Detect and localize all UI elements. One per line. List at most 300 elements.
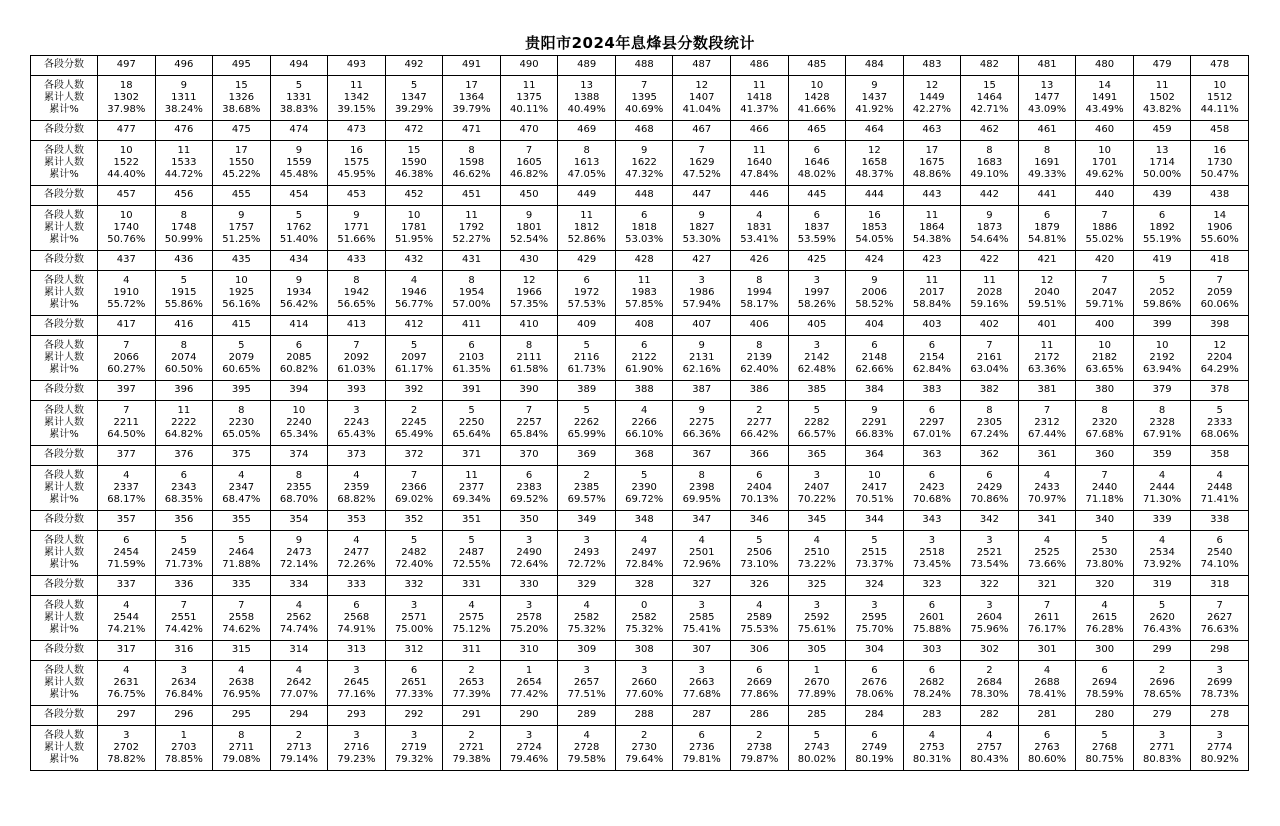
count-value: 2 <box>468 729 475 741</box>
cumulative-value: 2066 <box>113 351 139 363</box>
percent-value: 79.08% <box>222 754 261 766</box>
stats-cell <box>328 141 386 186</box>
percent-value: 65.64% <box>452 429 491 441</box>
score-row <box>31 576 1249 596</box>
stats-cell <box>155 401 213 446</box>
percent-value: 57.53% <box>567 299 606 311</box>
stats-cell <box>558 401 616 446</box>
stats-cell <box>1018 726 1076 771</box>
score-cell: 434 <box>270 251 328 271</box>
cumulative-value: 2615 <box>1091 611 1118 623</box>
stats-cell <box>673 76 731 121</box>
score-cell: 358 <box>1191 446 1249 466</box>
stats-cell <box>443 531 501 576</box>
cumulative-value: 2521 <box>976 546 1003 558</box>
count-value: 9 <box>986 209 993 221</box>
score-cell: 406 <box>731 316 789 336</box>
score-cell: 451 <box>443 186 501 206</box>
stats-cell <box>615 661 673 706</box>
stats-cell <box>673 726 731 771</box>
cumulative-value: 1437 <box>861 91 888 103</box>
count-value: 4 <box>123 599 130 611</box>
score-cell: 489 <box>558 56 616 76</box>
stats-cell <box>1076 141 1134 186</box>
score-cell: 466 <box>731 121 789 141</box>
stats-cell <box>673 661 731 706</box>
cumulative-value: 2688 <box>1034 676 1060 688</box>
count-value: 3 <box>698 599 705 611</box>
stats-cell <box>903 76 961 121</box>
score-cell: 351 <box>443 511 501 531</box>
stats-row <box>31 401 1249 446</box>
cumulative-value: 1740 <box>113 221 139 233</box>
score-cell: 278 <box>1191 706 1249 726</box>
cumulative-value: 2240 <box>286 416 312 428</box>
score-cell: 279 <box>1133 706 1191 726</box>
percent-label: 累计% <box>49 234 79 246</box>
count-value: 16 <box>868 209 881 221</box>
cumulative-value: 2103 <box>458 351 485 363</box>
cumulative-value: 1942 <box>343 286 370 298</box>
cumulative-value: 1533 <box>171 156 197 168</box>
count-value: 10 <box>1213 79 1227 91</box>
score-row <box>31 186 1249 206</box>
cumulative-value: 2642 <box>286 676 312 688</box>
score-cell: 453 <box>328 186 386 206</box>
count-value: 5 <box>1216 404 1223 416</box>
stats-cell <box>1133 401 1191 446</box>
stats-cell <box>1018 206 1076 251</box>
percent-label: 累计% <box>49 494 79 506</box>
count-value: 9 <box>871 404 878 416</box>
cumulative-value: 1906 <box>1206 221 1233 233</box>
cumulative-value: 1701 <box>1091 156 1118 168</box>
count-value: 11 <box>925 209 939 221</box>
cumulative-value: 2097 <box>401 351 427 363</box>
count-value: 6 <box>756 469 763 481</box>
count-value: 3 <box>123 729 130 741</box>
count-value: 3 <box>928 534 936 546</box>
stats-cell <box>961 531 1019 576</box>
cumulative-value: 1590 <box>401 156 427 168</box>
stats-cell <box>903 726 961 771</box>
count-value: 17 <box>465 79 478 91</box>
count-value: 2 <box>410 404 418 416</box>
count-value: 9 <box>641 144 648 156</box>
percent-value: 75.61% <box>797 624 836 636</box>
stats-cell <box>846 141 904 186</box>
count-value: 4 <box>928 729 936 741</box>
cumulative-value: 2459 <box>171 546 197 558</box>
percent-value: 75.00% <box>394 624 434 636</box>
score-cell: 386 <box>731 381 789 401</box>
score-cell: 468 <box>615 121 673 141</box>
stats-cell <box>98 76 156 121</box>
cumulative-value: 1629 <box>689 156 715 168</box>
score-cell: 457 <box>98 186 156 206</box>
percent-value: 53.59% <box>797 234 836 246</box>
count-value: 3 <box>410 599 418 611</box>
cumulative-value: 2753 <box>919 741 945 753</box>
percent-value: 59.86% <box>1143 299 1182 311</box>
count-value: 8 <box>756 274 763 286</box>
percent-value: 74.21% <box>107 624 146 636</box>
score-cell: 475 <box>213 121 271 141</box>
score-cell: 488 <box>615 56 673 76</box>
score-cell: 464 <box>846 121 904 141</box>
count-value: 4 <box>1043 534 1051 546</box>
score-cell: 418 <box>1191 251 1249 271</box>
percent-value: 43.82% <box>1143 104 1182 116</box>
cumulative-value: 2562 <box>286 611 312 623</box>
stats-cell <box>98 466 156 511</box>
percent-value: 41.04% <box>682 104 721 116</box>
stats-cell <box>846 76 904 121</box>
stats-cell <box>558 596 616 641</box>
percent-value: 68.35% <box>164 494 203 506</box>
percent-value: 46.62% <box>452 169 491 181</box>
cumulative-value: 2660 <box>631 676 657 688</box>
score-cell: 431 <box>443 251 501 271</box>
score-cell: 469 <box>558 121 616 141</box>
percent-value: 44.11% <box>1200 104 1239 116</box>
stats-cell <box>1076 271 1134 316</box>
stats-cell <box>1133 726 1191 771</box>
cumulative-value: 2682 <box>919 676 945 688</box>
cumulative-value: 1302 <box>113 91 139 103</box>
score-cell: 353 <box>328 511 386 531</box>
percent-value: 39.29% <box>394 104 434 116</box>
stats-cell <box>443 401 501 446</box>
cumulative-value: 2204 <box>1206 351 1233 363</box>
stats-cell <box>558 726 616 771</box>
stats-cell <box>961 726 1019 771</box>
percent-value: 78.41% <box>1027 689 1067 701</box>
cumulative-value: 2568 <box>343 611 370 623</box>
cumulative-value: 1407 <box>689 91 715 103</box>
stats-cell <box>443 661 501 706</box>
count-value: 2 <box>641 729 648 741</box>
score-cell: 300 <box>1076 641 1134 661</box>
cumulative-value: 2487 <box>458 546 485 558</box>
count-value: 6 <box>1158 209 1166 221</box>
percent-value: 79.87% <box>740 754 779 766</box>
count-value: 4 <box>410 274 418 286</box>
stats-cell <box>1133 336 1191 381</box>
count-value: 13 <box>1040 79 1054 91</box>
cumulative-value: 2122 <box>631 351 657 363</box>
cumulative-value: 2390 <box>631 481 657 493</box>
score-cell: 348 <box>615 511 673 531</box>
count-value: 1 <box>813 664 821 676</box>
cumulative-value: 2713 <box>286 741 312 753</box>
score-cell: 419 <box>1133 251 1191 271</box>
cumulative-value: 2385 <box>573 481 600 493</box>
count-value: 4 <box>295 599 303 611</box>
percent-value: 56.65% <box>337 299 376 311</box>
percent-value: 65.05% <box>222 429 261 441</box>
stats-cell <box>213 661 271 706</box>
percent-value: 66.42% <box>740 429 779 441</box>
score-cell: 392 <box>385 381 443 401</box>
count-value: 6 <box>583 274 590 286</box>
percent-value: 68.06% <box>1200 429 1239 441</box>
score-cell: 439 <box>1133 186 1191 206</box>
cumulative-value: 2497 <box>631 546 657 558</box>
percent-value: 62.84% <box>912 364 951 376</box>
cumulative-value: 2694 <box>1091 676 1118 688</box>
stats-cell <box>615 596 673 641</box>
score-cell: 299 <box>1133 641 1191 661</box>
count-value: 9 <box>295 144 303 156</box>
score-cell: 306 <box>731 641 789 661</box>
score-cell: 447 <box>673 186 731 206</box>
count-value: 8 <box>180 209 187 221</box>
percent-value: 63.04% <box>970 364 1009 376</box>
score-cell: 484 <box>846 56 904 76</box>
percent-value: 71.73% <box>164 559 203 571</box>
cumulative-value: 2493 <box>573 546 600 558</box>
percent-value: 39.79% <box>452 104 491 116</box>
count-value: 3 <box>813 339 821 351</box>
percent-value: 74.62% <box>222 624 261 636</box>
percent-value: 55.86% <box>164 299 203 311</box>
cumulative-value: 2359 <box>343 481 370 493</box>
score-cell: 409 <box>558 316 616 336</box>
count-value: 3 <box>583 664 590 676</box>
score-cell: 478 <box>1191 56 1249 76</box>
percent-value: 72.64% <box>510 559 549 571</box>
stats-cell <box>615 141 673 186</box>
count-label: 各段人数 <box>44 729 84 741</box>
count-value: 16 <box>1213 144 1227 156</box>
score-cell: 325 <box>788 576 846 596</box>
count-value: 8 <box>238 404 245 416</box>
score-cell: 308 <box>615 641 673 661</box>
cumulative-value: 1605 <box>516 156 542 168</box>
stats-cell <box>328 206 386 251</box>
count-value: 12 <box>925 79 939 91</box>
score-cell: 479 <box>1133 56 1191 76</box>
cumulative-value: 2669 <box>746 676 773 688</box>
score-cell: 320 <box>1076 576 1134 596</box>
score-cell: 290 <box>500 706 558 726</box>
percent-value: 79.81% <box>682 754 721 766</box>
percent-value: 72.40% <box>394 559 434 571</box>
stats-cell <box>615 271 673 316</box>
score-cell: 382 <box>961 381 1019 401</box>
stats-cell <box>558 661 616 706</box>
stats-cell <box>615 401 673 446</box>
percent-value: 63.94% <box>1143 364 1182 376</box>
count-value: 11 <box>1040 339 1054 351</box>
score-cell: 455 <box>213 186 271 206</box>
percent-value: 57.85% <box>625 299 664 311</box>
percent-value: 79.32% <box>394 754 434 766</box>
percent-value: 73.92% <box>1143 559 1182 571</box>
stats-cell <box>846 206 904 251</box>
score-cell: 332 <box>385 576 443 596</box>
score-cell: 441 <box>1018 186 1076 206</box>
count-value: 5 <box>180 534 187 546</box>
stats-cell <box>155 141 213 186</box>
score-cell: 417 <box>98 316 156 336</box>
percent-value: 74.74% <box>279 624 318 636</box>
cumulative-value: 2407 <box>804 481 830 493</box>
cumulative-value: 1757 <box>228 221 255 233</box>
cumulative-value: 2417 <box>861 481 888 493</box>
stats-cell <box>270 661 328 706</box>
score-cell: 436 <box>155 251 213 271</box>
score-cell: 361 <box>1018 446 1076 466</box>
cumulative-value: 1613 <box>573 156 600 168</box>
stats-cell <box>846 271 904 316</box>
percent-value: 76.75% <box>107 689 146 701</box>
percent-value: 47.84% <box>740 169 779 181</box>
cumulative-label: 累计人数 <box>44 611 84 623</box>
cumulative-value: 1464 <box>976 91 1003 103</box>
score-cell: 363 <box>903 446 961 466</box>
count-value: 3 <box>813 274 821 286</box>
percent-value: 52.27% <box>452 234 491 246</box>
score-row <box>31 511 1249 531</box>
score-cell: 309 <box>558 641 616 661</box>
count-value: 4 <box>123 274 130 286</box>
stats-cell <box>1076 726 1134 771</box>
percent-value: 77.51% <box>567 689 606 701</box>
cumulative-value: 1925 <box>228 286 255 298</box>
cumulative-value: 1864 <box>919 221 945 233</box>
stats-cell <box>615 531 673 576</box>
score-cell: 426 <box>731 251 789 271</box>
percent-value: 49.33% <box>1027 169 1067 181</box>
score-cell: 340 <box>1076 511 1134 531</box>
count-value: 5 <box>238 534 245 546</box>
score-cell: 321 <box>1018 576 1076 596</box>
count-value: 7 <box>525 144 533 156</box>
count-value: 6 <box>813 209 821 221</box>
cumulative-value: 1428 <box>804 91 830 103</box>
stats-cell <box>155 271 213 316</box>
score-cell: 326 <box>731 576 789 596</box>
count-value: 4 <box>1101 599 1108 611</box>
percent-value: 71.41% <box>1200 494 1239 506</box>
stats-cell <box>1018 531 1076 576</box>
percent-value: 67.44% <box>1027 429 1067 441</box>
count-value: 7 <box>1043 404 1051 416</box>
count-value: 2 <box>756 729 763 741</box>
stats-cell <box>213 206 271 251</box>
percent-value: 53.03% <box>625 234 664 246</box>
score-cell: 415 <box>213 316 271 336</box>
stats-cell <box>270 336 328 381</box>
cumulative-value: 2182 <box>1091 351 1118 363</box>
cumulative-value: 2464 <box>228 546 255 558</box>
cumulative-value: 1418 <box>746 91 773 103</box>
score-cell: 297 <box>98 706 156 726</box>
score-cell: 378 <box>1191 381 1249 401</box>
stats-cell <box>1133 531 1191 576</box>
count-value: 3 <box>410 729 418 741</box>
percent-value: 78.85% <box>164 754 203 766</box>
cumulative-value: 1375 <box>516 91 542 103</box>
percent-value: 55.72% <box>107 299 146 311</box>
count-value: 11 <box>522 79 536 91</box>
percent-value: 51.25% <box>222 234 261 246</box>
stats-label <box>31 661 98 706</box>
percent-value: 56.16% <box>222 299 261 311</box>
count-value: 5 <box>238 339 245 351</box>
percent-value: 54.05% <box>855 234 894 246</box>
cumulative-value: 2305 <box>976 416 1003 428</box>
score-cell: 483 <box>903 56 961 76</box>
stats-cell <box>1076 336 1134 381</box>
stats-cell <box>961 271 1019 316</box>
stats-cell <box>846 466 904 511</box>
cumulative-label: 累计人数 <box>44 91 84 103</box>
score-cell: 403 <box>903 316 961 336</box>
stats-cell <box>903 141 961 186</box>
percent-value: 79.46% <box>510 754 549 766</box>
count-value: 6 <box>871 729 878 741</box>
cumulative-value: 2571 <box>401 611 427 623</box>
cumulative-value: 2551 <box>171 611 197 623</box>
score-cell: 343 <box>903 511 961 531</box>
score-cell: 289 <box>558 706 616 726</box>
cumulative-value: 1522 <box>113 156 139 168</box>
percent-value: 76.63% <box>1200 624 1239 636</box>
score-cell: 336 <box>155 576 213 596</box>
cumulative-value: 2631 <box>113 676 139 688</box>
cumulative-value: 2730 <box>631 741 657 753</box>
score-cell: 352 <box>385 511 443 531</box>
stats-cell <box>155 206 213 251</box>
percent-value: 70.51% <box>855 494 894 506</box>
stats-cell <box>155 726 213 771</box>
count-value: 10 <box>407 209 421 221</box>
stats-cell <box>1018 141 1076 186</box>
count-value: 3 <box>986 599 993 611</box>
percent-value: 61.17% <box>394 364 434 376</box>
stats-cell <box>500 661 558 706</box>
stats-cell <box>443 336 501 381</box>
stats-cell <box>615 206 673 251</box>
cumulative-value: 1910 <box>113 286 139 298</box>
cumulative-value: 2139 <box>746 351 773 363</box>
percent-value: 78.24% <box>912 689 951 701</box>
score-cell: 362 <box>961 446 1019 466</box>
count-value: 5 <box>410 534 418 546</box>
count-value: 17 <box>925 144 939 156</box>
count-value: 4 <box>986 729 993 741</box>
stats-cell <box>328 76 386 121</box>
score-cell: 359 <box>1133 446 1191 466</box>
stats-cell <box>328 531 386 576</box>
stats-row <box>31 76 1249 121</box>
stats-cell <box>1018 661 1076 706</box>
cumulative-value: 2111 <box>516 351 542 363</box>
score-cell: 360 <box>1076 446 1134 466</box>
percent-value: 61.90% <box>625 364 664 376</box>
count-value: 4 <box>238 469 245 481</box>
stats-cell <box>1076 401 1134 446</box>
score-cell: 454 <box>270 186 328 206</box>
cumulative-label: 累计人数 <box>44 416 84 428</box>
score-row <box>31 706 1249 726</box>
stats-cell <box>788 271 846 316</box>
stats-cell <box>98 596 156 641</box>
score-cell: 490 <box>500 56 558 76</box>
